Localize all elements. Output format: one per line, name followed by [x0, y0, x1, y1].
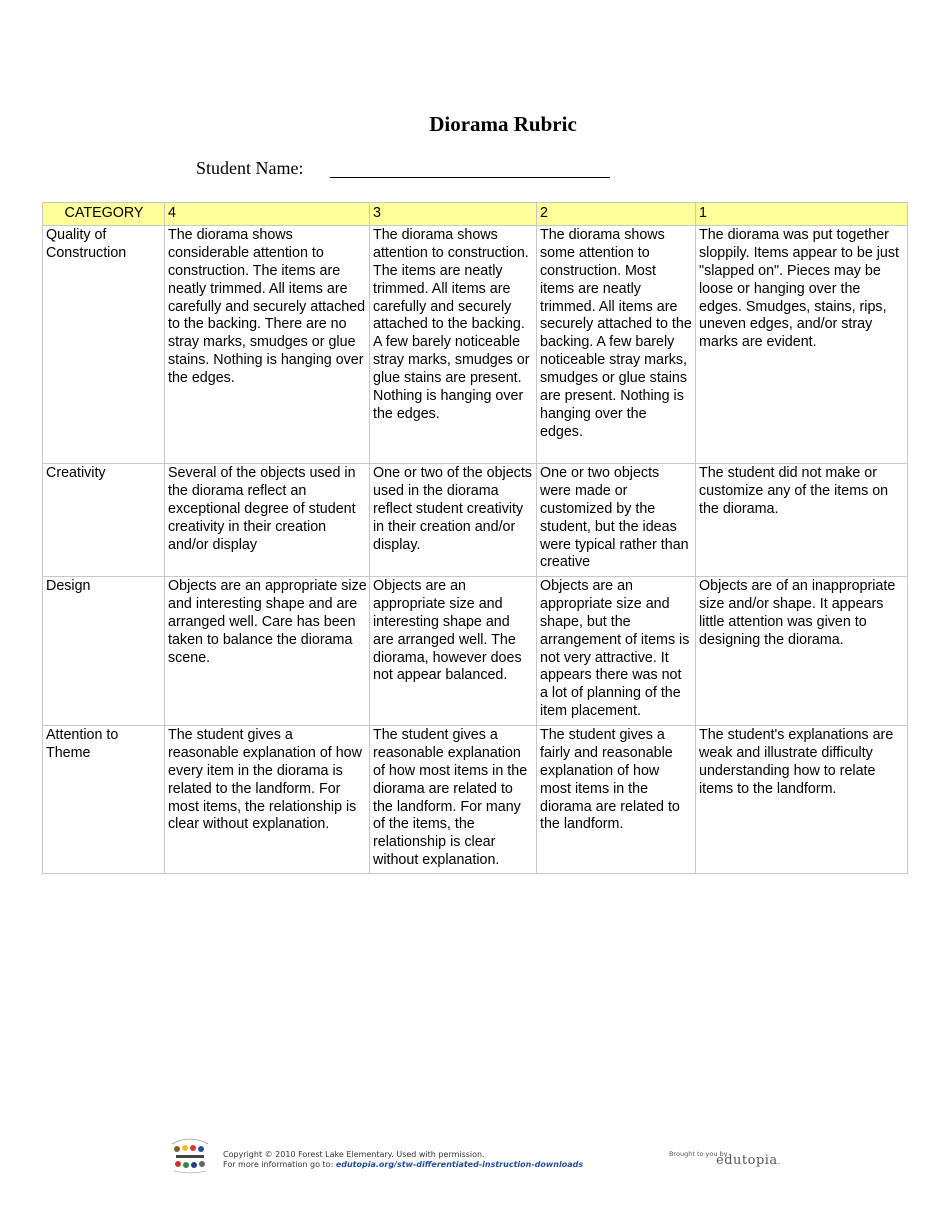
table-cell: One or two of the objects used in the diorama reflect student creativity in their creation and/or display.: [370, 463, 537, 576]
table-cell: Objects are an appropriate size and shape, but the arrangement of items is not very attractive. It appears there was not a lot of planning of the item placement.: [537, 576, 696, 725]
student-name-blank[interactable]: [330, 177, 610, 178]
table-row: [43, 463, 908, 576]
table-cell: Objects are an appropriate size and interesting shape and are arranged well. The diorama, however does not appear balanced.: [370, 576, 537, 725]
student-name-label: Student Name:: [196, 158, 304, 178]
header-score-2: 2: [537, 203, 696, 226]
edutopia-logo: [716, 1153, 781, 1168]
table-cell: The student's explanations are weak and illustrate difficulty understanding how to relate items to the landform.: [696, 725, 908, 873]
edutopia-download-link[interactable]: edutopia.org/stw-differentiated-instruction-downloads: [335, 1160, 584, 1169]
table-cell: Objects are of an inappropriate size and/or shape. It appears little attention was given to designing the diorama.: [696, 576, 908, 725]
table-cell: The diorama shows considerable attention to construction. The items are neatly trimmed. All items are carefully and securely attached to the backing. There are no stray marks, smudges or glue stains. Nothing is hanging over the edges.: [165, 225, 370, 463]
table-row: [43, 725, 908, 873]
table-row: [43, 225, 908, 463]
table-cell: The student gives a fairly and reasonable explanation of how most items in the diorama are related to the landform.: [537, 725, 696, 873]
page-title: Diorama Rubric: [429, 112, 577, 136]
table-header-row: [43, 203, 908, 226]
table-cell: One or two objects were made or customized by the student, but the ideas were typical rather than creative: [537, 463, 696, 576]
row-category: Creativity: [43, 463, 165, 576]
copyright-text: Copyright © 2010 Forest Lake Elementary. Used with permission.: [223, 1150, 485, 1159]
header-score-3: 3: [370, 203, 537, 226]
school-logo: [166, 1135, 214, 1175]
table-cell: Objects are an appropriate size and interesting shape and are arranged well. Care has been taken to balance the diorama scene.: [165, 576, 370, 725]
more-info-line: [223, 1160, 583, 1170]
footer-copyright: [223, 1150, 583, 1170]
rubric-table: [42, 202, 908, 874]
table-row: [43, 576, 908, 725]
header-category: CATEGORY: [43, 203, 165, 226]
row-category: Quality of Construction: [43, 225, 165, 463]
brand-name: edutopia: [716, 1153, 778, 1168]
more-info-prefix: For more information go to:: [223, 1160, 334, 1169]
row-category: Design: [43, 576, 165, 725]
row-category: Attention to Theme: [43, 725, 165, 873]
table-cell: The diorama was put together sloppily. Items appear to be just "slapped on". Pieces may be loose or hanging over the edges. Smudges, stains, rips, uneven edges, and/or stray marks are evident.: [696, 225, 908, 463]
table-cell: The diorama shows some attention to construction. Most items are neatly trimmed. All items are securely attached to the backing. A few barely noticeable stray marks, smudges or glue stains are present. Nothing is hanging over the edges.: [537, 225, 696, 463]
table-cell: The student did not make or customize any of the items on the diorama.: [696, 463, 908, 576]
table-cell: The diorama shows attention to construction. The items are neatly trimmed. All items are carefully and securely attached to the backing. A few barely noticeable stray marks, smudges or glue stains are present. Nothing is hanging over the edges.: [370, 225, 537, 463]
table-cell: The student gives a reasonable explanation of how every item in the diorama is related to the landform. For most items, the relationship is clear without explanation.: [165, 725, 370, 873]
brought-by-text: Brought to you by: [669, 1150, 728, 1158]
brand-dot: .: [777, 1157, 782, 1167]
header-score-1: 1: [696, 203, 908, 226]
table-cell: The student gives a reasonable explanation of how most items in the diorama are related to the landform. For many of the items, the relationship is clear without explanation.: [370, 725, 537, 873]
header-score-4: 4: [165, 203, 370, 226]
table-cell: Several of the objects used in the diorama reflect an exceptional degree of student creativity in their creation and/or display: [165, 463, 370, 576]
